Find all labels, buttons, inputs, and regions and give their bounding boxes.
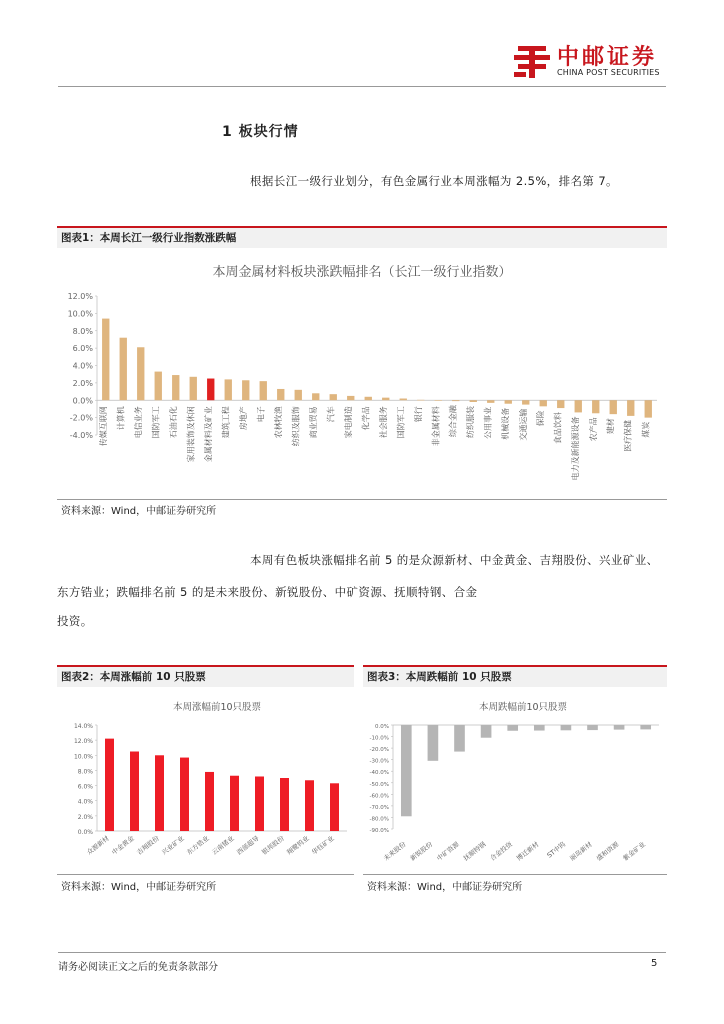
y-tick-label: 4.0% bbox=[77, 798, 93, 806]
bar bbox=[130, 752, 139, 832]
bar bbox=[102, 319, 109, 401]
category-label: 家电制造 bbox=[343, 406, 353, 439]
bar bbox=[505, 400, 512, 403]
bar bbox=[481, 725, 492, 738]
y-tick-label: 12.0% bbox=[67, 292, 93, 301]
bar bbox=[382, 398, 389, 401]
category-label: 公用事业 bbox=[483, 406, 493, 439]
category-label: 农产品 bbox=[588, 417, 598, 442]
figure-1-bottom-rule bbox=[57, 499, 667, 500]
category-label: 抚顺特钢 bbox=[461, 840, 488, 863]
paragraph-line-3: 投资。 bbox=[57, 614, 93, 628]
category-label: ST中钨 bbox=[545, 840, 568, 860]
bar bbox=[587, 725, 598, 730]
bar bbox=[534, 725, 545, 731]
category-label: 电力及新能源设备 bbox=[571, 416, 581, 481]
category-label: 机械设备 bbox=[501, 407, 511, 440]
category-label: 纺织及服饰 bbox=[291, 406, 301, 447]
bar bbox=[230, 776, 239, 831]
category-label: 西部超导 bbox=[235, 834, 261, 857]
figure-3-source: 资料来源：Wind，中邮证券研究所 bbox=[367, 882, 523, 893]
bar bbox=[610, 400, 617, 414]
category-label: 石油石化 bbox=[168, 406, 178, 439]
bar bbox=[105, 739, 114, 831]
y-tick-label: 12.0% bbox=[73, 738, 93, 746]
bar bbox=[428, 725, 439, 761]
bar bbox=[507, 725, 518, 731]
category-label: 华钰矿业 bbox=[310, 834, 336, 857]
bar bbox=[347, 396, 354, 400]
y-tick-label: 0.0% bbox=[375, 724, 389, 730]
bar bbox=[645, 400, 652, 417]
intro-paragraph: 根据长江一级行业划分，有色金属行业本周涨幅为 2.5%，排名第 7。 bbox=[250, 174, 618, 188]
category-label: 兴业矿业 bbox=[160, 834, 186, 857]
bar bbox=[557, 400, 564, 408]
category-label: 建筑工程 bbox=[221, 406, 231, 439]
footer-divider bbox=[58, 952, 666, 953]
page-number: 5 bbox=[651, 958, 658, 969]
bar bbox=[452, 400, 459, 401]
y-tick-label: -80.0% bbox=[369, 816, 389, 823]
top-gainers-chart bbox=[57, 696, 354, 872]
category-label: 银邦股份 bbox=[260, 834, 286, 857]
category-label: 中矿资源 bbox=[435, 840, 461, 863]
bar bbox=[401, 725, 412, 816]
bar bbox=[522, 400, 529, 404]
y-tick-label: 6.0% bbox=[72, 344, 93, 354]
y-tick-label: -2.0% bbox=[69, 413, 93, 423]
y-tick-label: 10.0% bbox=[73, 753, 93, 761]
y-tick-label: 14.0% bbox=[73, 723, 93, 730]
bar bbox=[242, 380, 249, 400]
category-label: 盛和资源 bbox=[594, 840, 621, 863]
figure-3-bottom-rule bbox=[363, 874, 667, 875]
bar bbox=[305, 780, 314, 831]
y-tick-label: 0.0% bbox=[77, 829, 93, 836]
category-label: 博迁新材 bbox=[515, 840, 541, 863]
bar bbox=[312, 393, 319, 400]
header-divider bbox=[58, 86, 666, 87]
bar bbox=[454, 725, 465, 752]
y-tick-label: -20.0% bbox=[369, 747, 389, 754]
category-label: 电子 bbox=[256, 406, 266, 423]
china-post-logo bbox=[512, 42, 552, 80]
bar bbox=[640, 725, 651, 729]
brand-name-cn: 中邮证券 bbox=[557, 45, 658, 70]
bar bbox=[207, 379, 214, 401]
category-label: 综合金融 bbox=[448, 405, 458, 438]
y-tick-label: -60.0% bbox=[369, 793, 389, 800]
y-tick-label: -4.0% bbox=[69, 431, 93, 440]
y-tick-label: -30.0% bbox=[369, 758, 389, 765]
category-label: 紫金矿业 bbox=[621, 840, 647, 863]
figure-3-label: 图表3：本周跌幅前 10 只股票 bbox=[367, 671, 512, 683]
paragraph-line-1: 本周有色板块涨幅排名前 5 的是众源新材、中金黄金、吉翔股份、兴业矿业、 bbox=[250, 553, 659, 567]
y-tick-label: 2.0% bbox=[72, 378, 93, 388]
category-label: 建材 bbox=[606, 418, 616, 435]
category-label: 计算机 bbox=[116, 406, 126, 431]
bar bbox=[277, 389, 284, 400]
category-label: 医疗保健 bbox=[623, 419, 633, 452]
figure-2-source: 资料来源：Wind，中邮证券研究所 bbox=[61, 882, 217, 893]
figure-2-bottom-rule bbox=[57, 874, 354, 875]
y-tick-label: -90.0% bbox=[369, 828, 389, 834]
bar bbox=[575, 400, 582, 412]
bar bbox=[180, 758, 189, 831]
bar bbox=[540, 400, 547, 406]
bar bbox=[330, 783, 339, 831]
y-tick-label: 10.0% bbox=[67, 309, 93, 319]
bar bbox=[627, 400, 634, 416]
bar bbox=[280, 778, 289, 831]
bar bbox=[330, 394, 337, 400]
bar bbox=[417, 400, 424, 401]
category-label: 房地产 bbox=[238, 406, 248, 431]
bar bbox=[120, 338, 127, 401]
bar bbox=[155, 755, 164, 831]
figure-2-label: 图表2：本周涨幅前 10 只股票 bbox=[61, 671, 206, 683]
y-tick-label: 2.0% bbox=[77, 813, 93, 821]
chart-title: 本周跌幅前10只股票 bbox=[478, 702, 568, 713]
category-label: 未来股份 bbox=[382, 840, 408, 863]
bar bbox=[614, 725, 625, 730]
category-label: 中金黄金 bbox=[110, 834, 136, 857]
category-label: 纺织服装 bbox=[466, 405, 476, 438]
figure-1-source: 资料来源：Wind，中邮证券研究所 bbox=[61, 506, 217, 517]
category-label: 化学品 bbox=[361, 406, 371, 431]
section-heading: 1 板块行情 bbox=[222, 124, 299, 140]
y-tick-label: 6.0% bbox=[77, 783, 93, 791]
bar bbox=[295, 390, 302, 400]
category-label: 金属材料及矿业 bbox=[203, 406, 213, 463]
top-losers-chart bbox=[363, 696, 667, 872]
bar bbox=[205, 772, 214, 831]
category-label: 保险 bbox=[536, 410, 546, 427]
y-tick-label: 8.0% bbox=[77, 768, 93, 776]
category-label: 电信业务 bbox=[133, 406, 143, 439]
y-tick-label: 0.0% bbox=[72, 396, 93, 406]
bar bbox=[435, 400, 442, 401]
y-tick-label: -40.0% bbox=[369, 770, 389, 777]
category-label: 煤炭 bbox=[641, 421, 651, 438]
category-label: 云南锗业 bbox=[210, 834, 236, 857]
bar bbox=[561, 725, 572, 730]
footer-disclaimer: 请务必阅读正文之后的免责条款部分 bbox=[58, 962, 218, 973]
category-label: 传媒互联网 bbox=[98, 406, 108, 447]
category-label: 东方锆业 bbox=[185, 834, 211, 857]
bar bbox=[487, 400, 494, 403]
bar bbox=[172, 375, 179, 400]
paragraph-line-2: 东方锆业；跌幅排名前 5 的是未来股份、新锐股份、中矿资源、抚顺特钢、合金 bbox=[57, 585, 478, 599]
chart-title: 本周涨幅前10只股票 bbox=[172, 702, 262, 713]
bar bbox=[592, 400, 599, 413]
category-label: 汽车 bbox=[326, 406, 336, 423]
category-label: 家用装饰及休闲 bbox=[186, 406, 196, 463]
y-tick-label: -70.0% bbox=[369, 804, 389, 811]
bar bbox=[470, 400, 477, 402]
category-label: 合金投资 bbox=[488, 840, 514, 863]
category-label: 吉翔股份 bbox=[135, 834, 161, 857]
category-label: 银行 bbox=[413, 406, 423, 423]
bar bbox=[190, 377, 197, 400]
bar bbox=[260, 381, 267, 400]
bar bbox=[400, 399, 407, 401]
bar bbox=[225, 379, 232, 400]
y-tick-label: -10.0% bbox=[369, 735, 389, 742]
y-tick-label: 4.0% bbox=[72, 361, 93, 371]
chart-title: 本周金属材料板块涨跌幅排名（长江一级行业指数） bbox=[212, 265, 512, 280]
category-label: 社会服务 bbox=[378, 406, 388, 439]
category-label: 交通运输 bbox=[518, 408, 528, 441]
bar bbox=[365, 397, 372, 400]
bar bbox=[255, 776, 264, 831]
category-label: 农林牧渔 bbox=[273, 406, 283, 439]
category-label: 新锐股份 bbox=[408, 840, 435, 863]
category-label: 国防军工 bbox=[396, 406, 406, 439]
category-label: 商业贸易 bbox=[308, 406, 318, 439]
figure-1-label: 图表1：本周长江一级行业指数涨跌幅 bbox=[61, 232, 237, 244]
category-label: 国防军工 bbox=[151, 406, 161, 439]
brand-name-en: CHINA POST SECURITIES bbox=[557, 68, 660, 77]
bar bbox=[137, 347, 144, 400]
bar bbox=[155, 372, 162, 401]
category-label: 食品饮料 bbox=[553, 412, 563, 445]
category-label: 丽岛新材 bbox=[568, 840, 594, 863]
category-label: 非金属材料 bbox=[431, 406, 441, 447]
industry-change-chart bbox=[57, 256, 667, 496]
y-tick-label: -50.0% bbox=[369, 781, 389, 788]
category-label: 众源新材 bbox=[85, 834, 111, 857]
y-tick-label: 8.0% bbox=[72, 326, 93, 336]
category-label: 翔鹭钨业 bbox=[285, 834, 311, 857]
